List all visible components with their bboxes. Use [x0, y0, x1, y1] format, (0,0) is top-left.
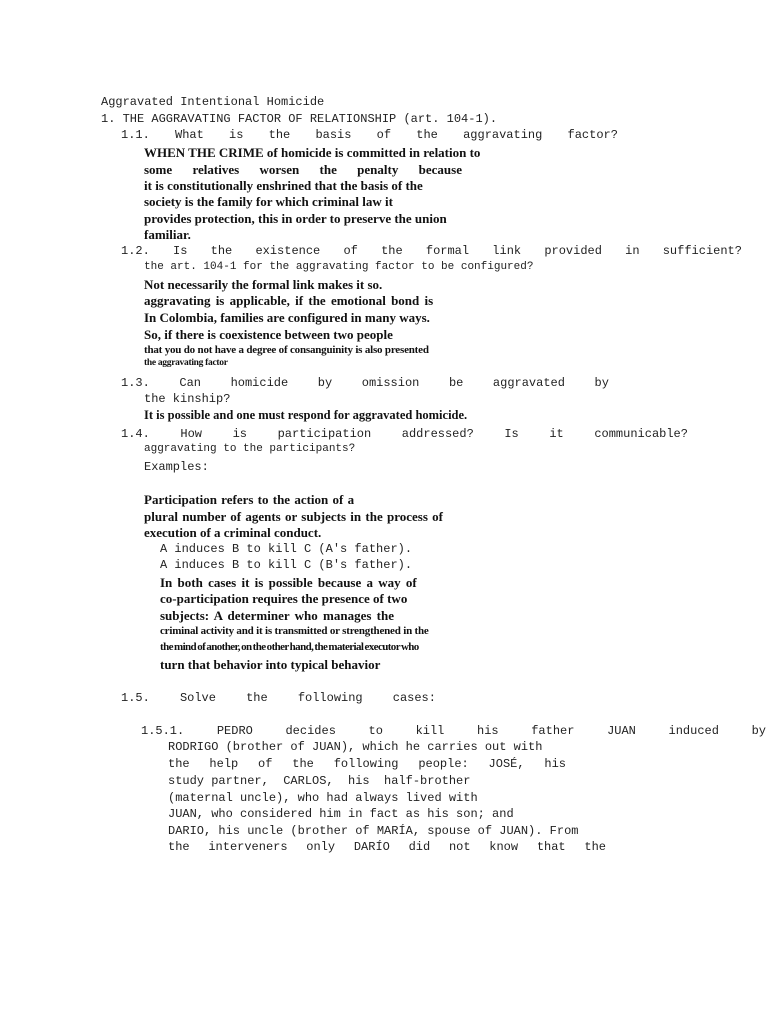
answer-1-2-line-2: aggravating is applicable, if the emotional bond is — [144, 293, 434, 308]
question-word: homicide — [230, 376, 289, 390]
question-1-5 — [121, 692, 436, 704]
answer-1-2-line-3: In Colombia, families are configured in many ways. — [144, 310, 430, 325]
case-word: father — [531, 724, 575, 738]
case-word: his — [544, 757, 566, 771]
answer-1-4-line-3: execution of a criminal conduct. — [144, 525, 322, 540]
question-word: addressed? — [401, 427, 474, 441]
case-word: help — [209, 757, 239, 771]
question-word: by — [594, 376, 609, 390]
case-word: to — [368, 724, 383, 738]
answer-1-4b-line-3: subjects: A determiner who manages the — [160, 608, 394, 623]
answer-1-1-line-2 — [144, 163, 462, 176]
case-1-5-1-line-7: DARIO, his uncle (brother of MARÍA, spouse of JUAN). From — [168, 824, 579, 838]
answer-1-2-line-4: So, if there is coexistence between two people — [144, 327, 393, 342]
document-header: Aggravated Intentional Homicide — [101, 95, 325, 109]
answer-word: because — [418, 162, 462, 177]
question-word: is — [232, 427, 247, 441]
case-1-5-1-line-5: (maternal uncle), who had always lived with — [168, 791, 478, 805]
question-word: Is — [173, 244, 188, 258]
case-word: kill — [415, 724, 445, 738]
question-word: aggravated — [492, 376, 565, 390]
case-word: not — [448, 840, 471, 854]
answer-1-4b-line-5: the mind of another, on the other hand, the material executor who — [160, 641, 419, 653]
case-word: induced — [668, 724, 719, 738]
example-1: A induces B to kill C (A's father). — [160, 542, 413, 556]
case-1-5-1-line-1 — [141, 725, 766, 737]
question-word: the — [210, 244, 233, 258]
question-1-3-line-2: the kinship? — [144, 392, 231, 406]
question-word: the — [246, 691, 268, 705]
question-word: the — [416, 128, 438, 142]
case-1-5-1-line-2: RODRIGO (brother of JUAN), which he carries out with — [168, 740, 543, 754]
question-word: communicable? — [594, 427, 688, 441]
case-word: by — [751, 724, 766, 738]
question-word: by — [317, 376, 333, 390]
answer-1-1-line-3: it is constitutionally enshrined that the basis of the — [144, 178, 423, 193]
answer-1-1-line-6: familiar. — [144, 227, 191, 242]
question-word: 1.2. — [121, 244, 150, 258]
answer-1-4b-line-4: criminal activity and it is transmitted or strengthened in the — [160, 625, 429, 637]
question-word: 1.4. — [121, 427, 150, 441]
question-word: aggravating — [463, 128, 543, 142]
answer-word: relatives — [192, 162, 240, 177]
case-word: PEDRO — [216, 724, 253, 738]
answer-1-2-line-5: that you do not have a degree of consanguinity is also presented — [144, 344, 429, 356]
question-word: omission — [361, 376, 420, 390]
answer-1-1-line-5: provides protection, this in order to preserve the union — [144, 211, 447, 226]
question-word: 1.5. — [121, 691, 150, 705]
question-word: it — [549, 427, 564, 441]
answer-1-4b-line-1: In both cases it is possible because a way of — [160, 575, 417, 590]
question-word: formal — [425, 244, 470, 258]
case-word: that — [536, 840, 566, 854]
question-word: Can — [179, 376, 201, 390]
answer-1-2-line-1: Not necessarily the formal link makes it so. — [144, 277, 383, 292]
case-word: the — [168, 840, 190, 854]
question-word: of — [343, 244, 358, 258]
case-word: JUAN — [607, 724, 636, 738]
question-1-2 — [121, 245, 742, 257]
case-word: the — [584, 840, 606, 854]
case-word: the — [168, 757, 190, 771]
answer-word: some — [144, 162, 173, 177]
case-word: decides — [285, 724, 336, 738]
question-word: in — [625, 244, 640, 258]
case-word: 1.5.1. — [141, 724, 185, 738]
question-word: Is — [504, 427, 519, 441]
case-word: the — [292, 757, 314, 771]
answer-1-4-line-2: plural number of agents or subjects in the process of — [144, 509, 443, 524]
question-word: is — [229, 128, 244, 142]
question-word: participation — [277, 427, 372, 441]
case-word: know — [489, 840, 519, 854]
answer-word: penalty — [357, 162, 399, 177]
answer-1-2-line-6: the aggravating factor — [144, 358, 228, 368]
question-1-1 — [121, 129, 618, 141]
case-word: of — [258, 757, 273, 771]
question-word: factor? — [567, 128, 618, 142]
case-word: only — [306, 840, 336, 854]
question-1-3 — [121, 377, 609, 389]
answer-1-3: It is possible and one must respond for aggravated homicide. — [144, 408, 468, 422]
question-word: existence — [255, 244, 321, 258]
answer-1-4b-line-2: co-participation requires the presence of two — [160, 591, 408, 606]
question-word: the — [381, 244, 403, 258]
case-1-5-1-line-3 — [168, 758, 566, 770]
examples-label: Examples: — [144, 460, 209, 474]
answer-word: worsen — [259, 162, 300, 177]
question-word: be — [448, 376, 464, 390]
case-word: interveners — [208, 840, 288, 854]
case-word: people: — [418, 757, 469, 771]
question-word: 1.3. — [121, 376, 150, 390]
case-1-5-1-line-4: study partner, CARLOS, his half-brother — [168, 774, 471, 788]
case-word: his — [477, 724, 499, 738]
answer-1-1-line-4: society is the family for which criminal law it — [144, 194, 393, 209]
case-word: DARÍO — [353, 840, 390, 854]
question-word: sufficient? — [662, 244, 742, 258]
question-word: the — [268, 128, 291, 142]
case-1-5-1-line-8 — [168, 841, 606, 853]
question-word: basis — [315, 128, 352, 142]
case-word: did — [408, 840, 431, 854]
question-1-4 — [121, 428, 688, 440]
answer-word: the — [319, 162, 337, 177]
question-word: of — [376, 128, 392, 142]
example-2: A induces B to kill C (B's father). — [160, 558, 413, 572]
section-title: 1. THE AGGRAVATING FACTOR OF RELATIONSHIP (art. 104-1). — [101, 112, 498, 126]
answer-1-4-line-1: Participation refers to the action of a — [144, 492, 355, 507]
question-1-4-line-2: aggravating to the participants? — [144, 443, 356, 455]
question-word: provided — [544, 244, 602, 258]
question-word: Solve — [179, 691, 216, 705]
answer-1-4b-line-6: turn that behavior into typical behavior — [160, 657, 381, 672]
question-word: How — [180, 427, 202, 441]
question-word: following — [297, 691, 363, 705]
question-word: cases: — [392, 691, 436, 705]
question-word: link — [492, 244, 522, 258]
answer-1-1-line-1: WHEN THE CRIME of homicide is committed in relation to — [144, 145, 481, 160]
case-word: following — [333, 757, 399, 771]
question-word: 1.1. — [121, 128, 150, 142]
case-word: JOSÉ, — [488, 757, 525, 771]
question-word: What — [175, 128, 204, 142]
case-1-5-1-line-6: JUAN, who considered him in fact as his son; and — [168, 807, 514, 821]
question-1-2-line-2: the art. 104-1 for the aggravating factor to be configured? — [144, 261, 534, 273]
